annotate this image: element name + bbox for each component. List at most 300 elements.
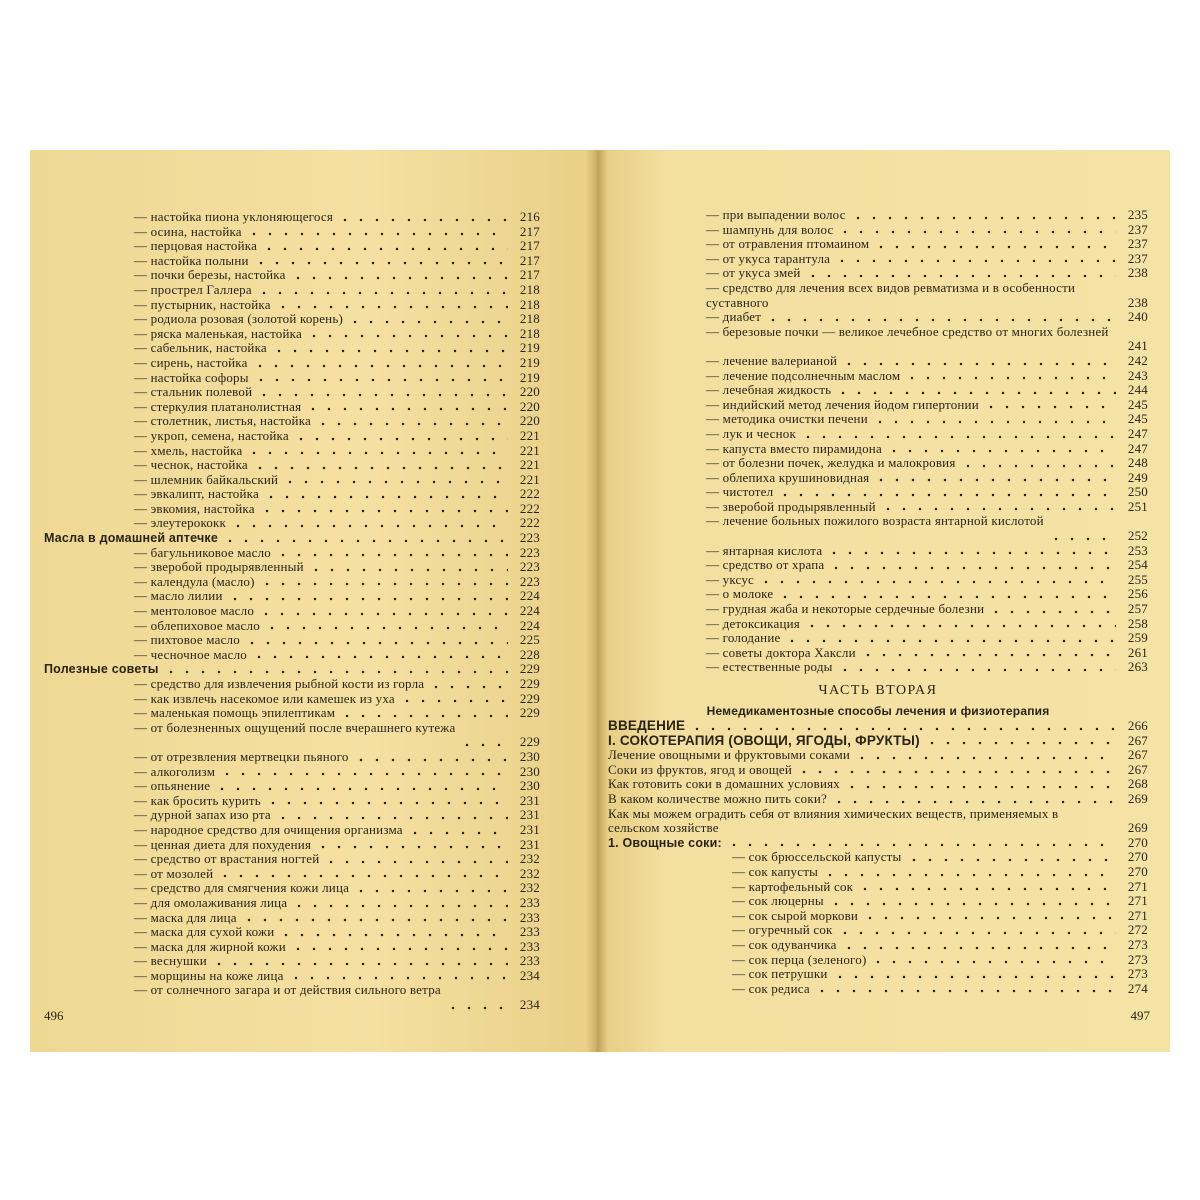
dot-leader: [837, 229, 1116, 234]
toc-entry-title: — шлемник байкальский: [134, 472, 279, 487]
toc-entry: [608, 646, 1148, 661]
toc-entry: [44, 940, 540, 955]
toc-entry-page: 224: [519, 588, 540, 604]
toc-entry-title: — ряска маленькая, настойка: [134, 326, 302, 341]
toc-entry: [608, 325, 1148, 354]
toc-entry-page: 250: [1127, 484, 1148, 500]
toc-entry-title: Как мы можем оградить себя от влияния химических веществ, применяемых в сельском хозяйстве: [608, 806, 1059, 836]
toc-entry-title: — прострел Галлера: [134, 282, 252, 297]
toc-entry: [44, 473, 540, 488]
toc-entry: [44, 969, 540, 984]
toc-entry-title: — лечение валерианой: [706, 353, 838, 368]
toc-entry: [44, 546, 540, 561]
toc-entry-title: — пихтовое масло: [134, 633, 240, 648]
toc-entry: [608, 807, 1148, 836]
left-page-number: 496: [44, 1008, 64, 1023]
toc-entry: [44, 779, 540, 794]
dot-leader: [230, 523, 508, 528]
toc-entry-page: 267: [1127, 747, 1148, 763]
toc-entry-title: Лечение овощными и фруктовыми соками: [608, 748, 851, 763]
toc-entry: [608, 617, 1148, 632]
toc-entry-page: 232: [519, 880, 540, 896]
dot-leader: [407, 830, 508, 835]
toc-entry: [608, 850, 1148, 865]
toc-entry-title: — от отрезвления мертвецки пьяного: [134, 749, 349, 764]
toc-entry: [608, 281, 1148, 310]
toc-entry-page: 220: [519, 398, 540, 414]
toc-entry-page: 273: [1127, 951, 1148, 967]
toc-entry: [44, 589, 540, 604]
toc-entry: [44, 444, 540, 459]
toc-entry-page: 273: [1127, 936, 1148, 952]
toc-entry-title: — перцовая настойка: [134, 239, 258, 254]
toc-entry-page: 223: [519, 544, 540, 560]
dot-leader: [800, 434, 1116, 439]
dot-leader: [291, 903, 508, 908]
toc-entry-page: 229: [519, 705, 540, 721]
toc-entry-page: 217: [519, 252, 540, 268]
toc-entry-page: 241: [1127, 338, 1148, 354]
toc-entry: [44, 692, 540, 707]
toc-entry-title: — от болезни почек, желудка и малокровия: [706, 456, 956, 471]
toc-entry-title: — ценная диета для похудения: [134, 837, 312, 852]
toc-entry-page: 223: [519, 573, 540, 589]
dot-leader: [337, 217, 508, 222]
toc-entry: [44, 210, 540, 225]
toc-entry-page: 242: [1127, 352, 1148, 368]
toc-entry-title: — эвкалипт, настойка: [134, 487, 259, 502]
toc-entry-page: 220: [519, 413, 540, 429]
dot-leader: [315, 421, 508, 426]
toc-entry-title: — от отравления птомаином: [706, 237, 870, 252]
dot-leader: [983, 404, 1116, 409]
toc-entry-title: — ментоловое масло: [134, 604, 255, 619]
toc-entry-page: 229: [519, 690, 540, 706]
toc-entry: [608, 587, 1148, 602]
dot-leader: [841, 361, 1116, 366]
toc-entry-title: — дурной запах изо рта: [134, 808, 271, 823]
dot-leader: [252, 465, 508, 470]
toc-entry: [44, 487, 540, 502]
toc-entry-title: — сок люцерны: [732, 894, 824, 909]
toc-entry: [44, 911, 540, 926]
toc-entry-title: — чистотел: [706, 485, 774, 500]
toc-entry-page: 269: [1127, 820, 1148, 836]
toc-entry: [608, 894, 1148, 909]
toc-entry-title: — багульниковое масло: [134, 545, 271, 560]
toc-entry-title: — стальник полевой: [134, 385, 253, 400]
right-toc: [608, 208, 1148, 996]
toc-entry-title: — средство для извлечения рыбной кости из горла: [134, 677, 425, 691]
toc-entry: [44, 765, 540, 780]
dot-leader: [256, 392, 508, 397]
toc-entry-title: 1. Овощные соки:: [608, 835, 722, 850]
dot-leader: [860, 652, 1116, 657]
toc-entry-title: — от солнечного загара и от действия сильного ветра: [134, 983, 441, 998]
toc-entry-page: 255: [1127, 571, 1148, 587]
toc-entry-page: 247: [1127, 440, 1148, 456]
dot-leader: [222, 538, 508, 543]
toc-entry: [44, 298, 540, 313]
dot-leader: [264, 625, 508, 630]
left-page: [30, 150, 596, 1052]
dot-leader: [214, 786, 508, 791]
toc-entry-title: — эвкомия, настойка: [134, 501, 255, 516]
left-toc: [44, 210, 540, 1013]
toc-entry-title: — огуречный сок: [732, 923, 833, 938]
toc-entry-title: — элеутерококк: [134, 516, 227, 531]
toc-entry-page: 270: [1127, 863, 1148, 879]
dot-leader: [837, 930, 1116, 935]
toc-entry-title: — масло лилии: [134, 589, 223, 604]
toc-entry-page: 229: [519, 661, 540, 677]
toc-entry-title: — настойка полыни: [134, 253, 249, 268]
toc-entry: [608, 792, 1148, 807]
toc-entry-title: — сок редиса: [732, 981, 810, 996]
toc-entry: [608, 544, 1148, 559]
dot-leader: [832, 974, 1116, 979]
dot-leader: [253, 260, 508, 265]
toc-entry-page: 221: [519, 442, 540, 458]
toc-entry-page: 218: [519, 296, 540, 312]
toc-entry-title: — пустырник, настойка: [134, 297, 271, 312]
toc-entry-title: — средство от врастания ногтей: [134, 852, 320, 867]
toc-entry: [44, 604, 540, 619]
toc-entry: [608, 777, 1148, 792]
dot-leader: [826, 550, 1116, 555]
toc-entry-title: — маска для жирной кожи: [134, 939, 286, 954]
dot-leader: [886, 448, 1116, 453]
toc-entry-title: — для омолаживания лица: [134, 895, 288, 910]
toc-entry-page: 237: [1127, 250, 1148, 266]
dot-leader: [814, 988, 1116, 993]
toc-entry-title: — лечение подсолнечным маслом: [706, 368, 901, 383]
toc-entry: [608, 208, 1148, 223]
dot-leader: [275, 815, 508, 820]
book-spread: [30, 150, 1170, 1052]
toc-entry: [608, 748, 1148, 763]
toc-entry: [44, 356, 540, 371]
dot-leader: [261, 246, 508, 251]
toc-entry: [44, 516, 540, 531]
toc-entry-page: 270: [1127, 849, 1148, 865]
toc-entry: [608, 223, 1148, 238]
toc-entry-title: — средство для смягчения кожи лица: [134, 881, 350, 896]
dot-leader: [873, 244, 1116, 249]
toc-entry: [44, 706, 540, 721]
toc-entry: [44, 721, 540, 750]
toc-entry-title: — естественные роды: [706, 660, 833, 675]
toc-entry: [44, 619, 540, 634]
toc-entry: [44, 531, 540, 546]
toc-entry-title: — от болезненных ощущений после вчерашнего кутежа: [134, 720, 456, 735]
toc-entry: [608, 354, 1148, 369]
toc-entry-page: 244: [1127, 382, 1148, 398]
toc-entry-title: Соки из фруктов, ягод и овощей: [608, 762, 793, 777]
dot-leader: [924, 740, 1116, 745]
dot-leader: [253, 377, 508, 382]
toc-entry-title: — сабельник, настойка: [134, 341, 267, 356]
toc-entry-page: 222: [519, 515, 540, 531]
toc-entry: [44, 429, 540, 444]
toc-entry: [44, 662, 540, 677]
dot-leader: [219, 771, 508, 776]
toc-entry-page: 228: [519, 646, 540, 662]
toc-entry-page: 266: [1127, 718, 1148, 733]
dot-leader: [804, 623, 1116, 628]
dot-leader: [841, 945, 1116, 950]
dot-leader: [263, 494, 508, 499]
toc-entry-page: 229: [519, 734, 540, 750]
dot-leader: [960, 463, 1116, 468]
toc-entry: [44, 283, 540, 298]
dot-leader: [288, 975, 508, 980]
toc-entry: [608, 412, 1148, 427]
toc-entry-page: 235: [1127, 207, 1148, 222]
dot-leader: [988, 609, 1116, 614]
dot-leader: [246, 231, 508, 236]
toc-entry-page: 237: [1127, 236, 1148, 252]
toc-entry: [44, 239, 540, 254]
toc-entry-title: — методика очистки печени: [706, 412, 868, 427]
dot-leader: [428, 684, 508, 689]
toc-entry-title: — индийский метод лечения йодом гипертонии: [706, 397, 979, 412]
right-page-number: 497: [1130, 1008, 1150, 1023]
toc-entry: [608, 310, 1148, 325]
toc-entry-page: 248: [1127, 455, 1148, 471]
toc-entry-title: — облепиха крушиновидная: [706, 470, 870, 485]
toc-entry-title: — родиола розовая (золотой корень): [134, 312, 343, 327]
toc-entry-page: 219: [519, 340, 540, 356]
toc-entry-title: — столетник, листья, настойка: [134, 414, 311, 429]
toc-entry: [608, 938, 1148, 953]
toc-entry-page: 251: [1127, 498, 1148, 514]
toc-entry: [44, 750, 540, 765]
toc-entry-page: 273: [1127, 966, 1148, 982]
toc-entry-title: — сок перца (зеленого): [732, 952, 867, 967]
toc-entry: [608, 514, 1148, 543]
toc-entry: [44, 385, 540, 400]
toc-entry-page: 257: [1127, 601, 1148, 617]
dot-leader: [339, 713, 508, 718]
toc-entry: [608, 398, 1148, 413]
dot-leader: [837, 667, 1116, 672]
toc-entry-title: — опьянение: [134, 779, 211, 794]
toc-entry-page: 245: [1127, 411, 1148, 427]
toc-entry-page: 230: [519, 763, 540, 779]
toc-entry-page: 271: [1127, 907, 1148, 923]
dot-leader: [271, 348, 508, 353]
dot-leader: [1048, 536, 1116, 541]
dot-leader: [854, 755, 1116, 760]
toc-entry-page: 231: [519, 836, 540, 852]
dot-leader: [689, 726, 1116, 731]
toc-entry-page: 219: [519, 369, 540, 385]
dot-leader: [835, 390, 1116, 395]
toc-entry-title: — картофельный сок: [732, 879, 854, 894]
dot-leader: [251, 654, 508, 659]
toc-entry: [608, 602, 1148, 617]
toc-entry: [44, 648, 540, 663]
toc-entry-title: — настойка софоры: [134, 370, 249, 385]
toc-entry-title: — диабет: [706, 310, 762, 325]
toc-entry-title: — советы доктора Хаксли: [706, 645, 856, 660]
dot-leader: [834, 258, 1116, 263]
toc-entry-page: 232: [519, 865, 540, 881]
dot-leader: [828, 901, 1116, 906]
dot-leader: [873, 477, 1116, 482]
toc-entry-title: — капуста вместо пирамидона: [706, 441, 882, 456]
toc-entry-title: — о молоке: [706, 587, 774, 602]
toc-entry-page: 218: [519, 325, 540, 341]
toc-entry-page: 267: [1127, 732, 1148, 748]
toc-entry-page: 232: [519, 851, 540, 867]
toc-entry-title: — от укуса тарантула: [706, 251, 831, 266]
toc-entry-page: 231: [519, 807, 540, 823]
toc-entry-page: 221: [519, 471, 540, 487]
dot-leader: [265, 800, 508, 805]
toc-entry: [44, 896, 540, 911]
toc-entry-page: 224: [519, 603, 540, 619]
dot-leader: [290, 275, 508, 280]
toc-entry-page: 269: [1127, 790, 1148, 806]
toc-entry-title: — зверобой продырявленный: [706, 499, 876, 514]
dot-leader: [822, 872, 1116, 877]
toc-entry: [608, 485, 1148, 500]
toc-entry-title: — лук и чеснок: [706, 426, 796, 441]
toc-entry-title: — морщины на коже лица: [134, 968, 284, 983]
toc-entry-page: 274: [1127, 980, 1148, 996]
toc-entry-title: — маска для сухой кожи: [134, 925, 275, 940]
toc-entry-page: 222: [519, 486, 540, 502]
toc-entry-title: — от мозолей: [134, 866, 214, 881]
toc-entry: [44, 400, 540, 415]
dot-leader: [758, 579, 1116, 584]
toc-entry-title: — уксус: [706, 572, 755, 587]
toc-entry-page: 247: [1127, 425, 1148, 441]
part-subheading: Немедикаментозные способы лечения и физиотерапия: [706, 704, 1050, 719]
toc-entry-title: — осина, настойка: [134, 224, 242, 239]
dot-leader: [275, 304, 508, 309]
toc-entry-title: — средство от храпа: [706, 558, 825, 573]
dot-leader: [1113, 346, 1116, 351]
toc-entry: [608, 237, 1148, 252]
toc-entry-page: 233: [519, 894, 540, 910]
dot-leader: [258, 611, 508, 616]
toc-entry: [44, 268, 540, 283]
toc-entry-title: — сок капусты: [732, 864, 819, 879]
toc-entry-title: — веснушки: [134, 954, 207, 969]
toc-entry-page: 221: [519, 427, 540, 443]
dot-leader: [305, 406, 508, 411]
toc-entry-page: 240: [1127, 309, 1148, 325]
toc-entry-title: — сок петрушки: [732, 967, 828, 982]
toc-entry: [44, 502, 540, 517]
dot-leader: [831, 799, 1116, 804]
dot-leader: [256, 290, 508, 295]
toc-entry-page: 233: [519, 953, 540, 969]
toc-entry-title: — календула (масло): [134, 574, 255, 589]
dot-leader: [241, 917, 508, 922]
toc-entry: [44, 371, 540, 386]
dot-leader: [880, 506, 1116, 511]
toc-entry-page: 252: [1127, 528, 1148, 544]
toc-entry-page: 230: [519, 748, 540, 764]
toc-entry-page: 221: [519, 457, 540, 473]
dot-leader: [784, 638, 1116, 643]
toc-entry-title: Масла в домашней аптечке: [44, 531, 219, 546]
toc-entry-page: 234: [519, 967, 540, 983]
toc-entry-title: — сок одуванчика: [732, 937, 837, 952]
dot-leader: [308, 567, 508, 572]
toc-entry: [608, 836, 1148, 851]
book-gutter: [586, 150, 608, 1052]
toc-entry-page: 231: [519, 821, 540, 837]
toc-entry-page: 217: [519, 238, 540, 254]
toc-entry: [608, 953, 1148, 968]
toc-entry-page: 234: [519, 997, 540, 1013]
toc-entry-page: 217: [519, 267, 540, 283]
dot-leader: [278, 932, 508, 937]
toc-entry-page: 220: [519, 384, 540, 400]
dot-leader: [211, 961, 508, 966]
dot-leader: [857, 886, 1116, 891]
toc-entry-page: 230: [519, 778, 540, 794]
dot-leader: [828, 565, 1116, 570]
dot-leader: [306, 333, 508, 338]
toc-entry: [44, 808, 540, 823]
toc-entry-page: 267: [1127, 761, 1148, 777]
dot-leader: [872, 419, 1116, 424]
toc-entry: [44, 633, 540, 648]
toc-entry-page: 223: [519, 530, 540, 546]
toc-entry-title: — голодание: [706, 631, 781, 646]
dot-leader: [805, 273, 1117, 278]
toc-entry: [44, 823, 540, 838]
toc-entry: [608, 252, 1148, 267]
toc-entry: [44, 341, 540, 356]
right-page: [596, 150, 1170, 1052]
dot-leader: [246, 450, 508, 455]
toc-entry: [44, 225, 540, 240]
toc-entry: [608, 266, 1148, 281]
part-heading: ЧАСТЬ ВТОРАЯ: [818, 683, 938, 699]
toc-entry: [44, 881, 540, 896]
toc-entry: [608, 909, 1148, 924]
toc-entry: [44, 254, 540, 269]
toc-entry-page: 256: [1127, 586, 1148, 602]
toc-entry: [44, 458, 540, 473]
toc-entry-title: — сок сырой моркови: [732, 908, 859, 923]
dot-leader: [777, 492, 1116, 497]
toc-entry-title: I. СОКОТЕРАПИЯ (ОВОЩИ, ЯГОДЫ, ФРУКТЫ): [608, 733, 920, 748]
toc-entry-title: — маленькая помощь эпилептикам: [134, 706, 336, 721]
toc-entry: [44, 852, 540, 867]
dot-leader: [445, 1005, 508, 1010]
toc-entry-title: — зверобой продырявленный: [134, 560, 304, 575]
toc-entry-page: 249: [1127, 469, 1148, 485]
dot-leader: [227, 596, 508, 601]
toc-entry: [608, 500, 1148, 515]
toc-entry-title: — средство для лечения всех видов ревматизма и в особенности суставного: [706, 280, 1076, 310]
toc-entry: [44, 925, 540, 940]
toc-entry-page: 218: [519, 311, 540, 327]
toc-entry-page: 237: [1127, 221, 1148, 237]
dot-leader: [252, 363, 508, 368]
toc-entry-page: 222: [519, 500, 540, 516]
toc-entry: [44, 677, 540, 692]
toc-entry: [44, 327, 540, 342]
